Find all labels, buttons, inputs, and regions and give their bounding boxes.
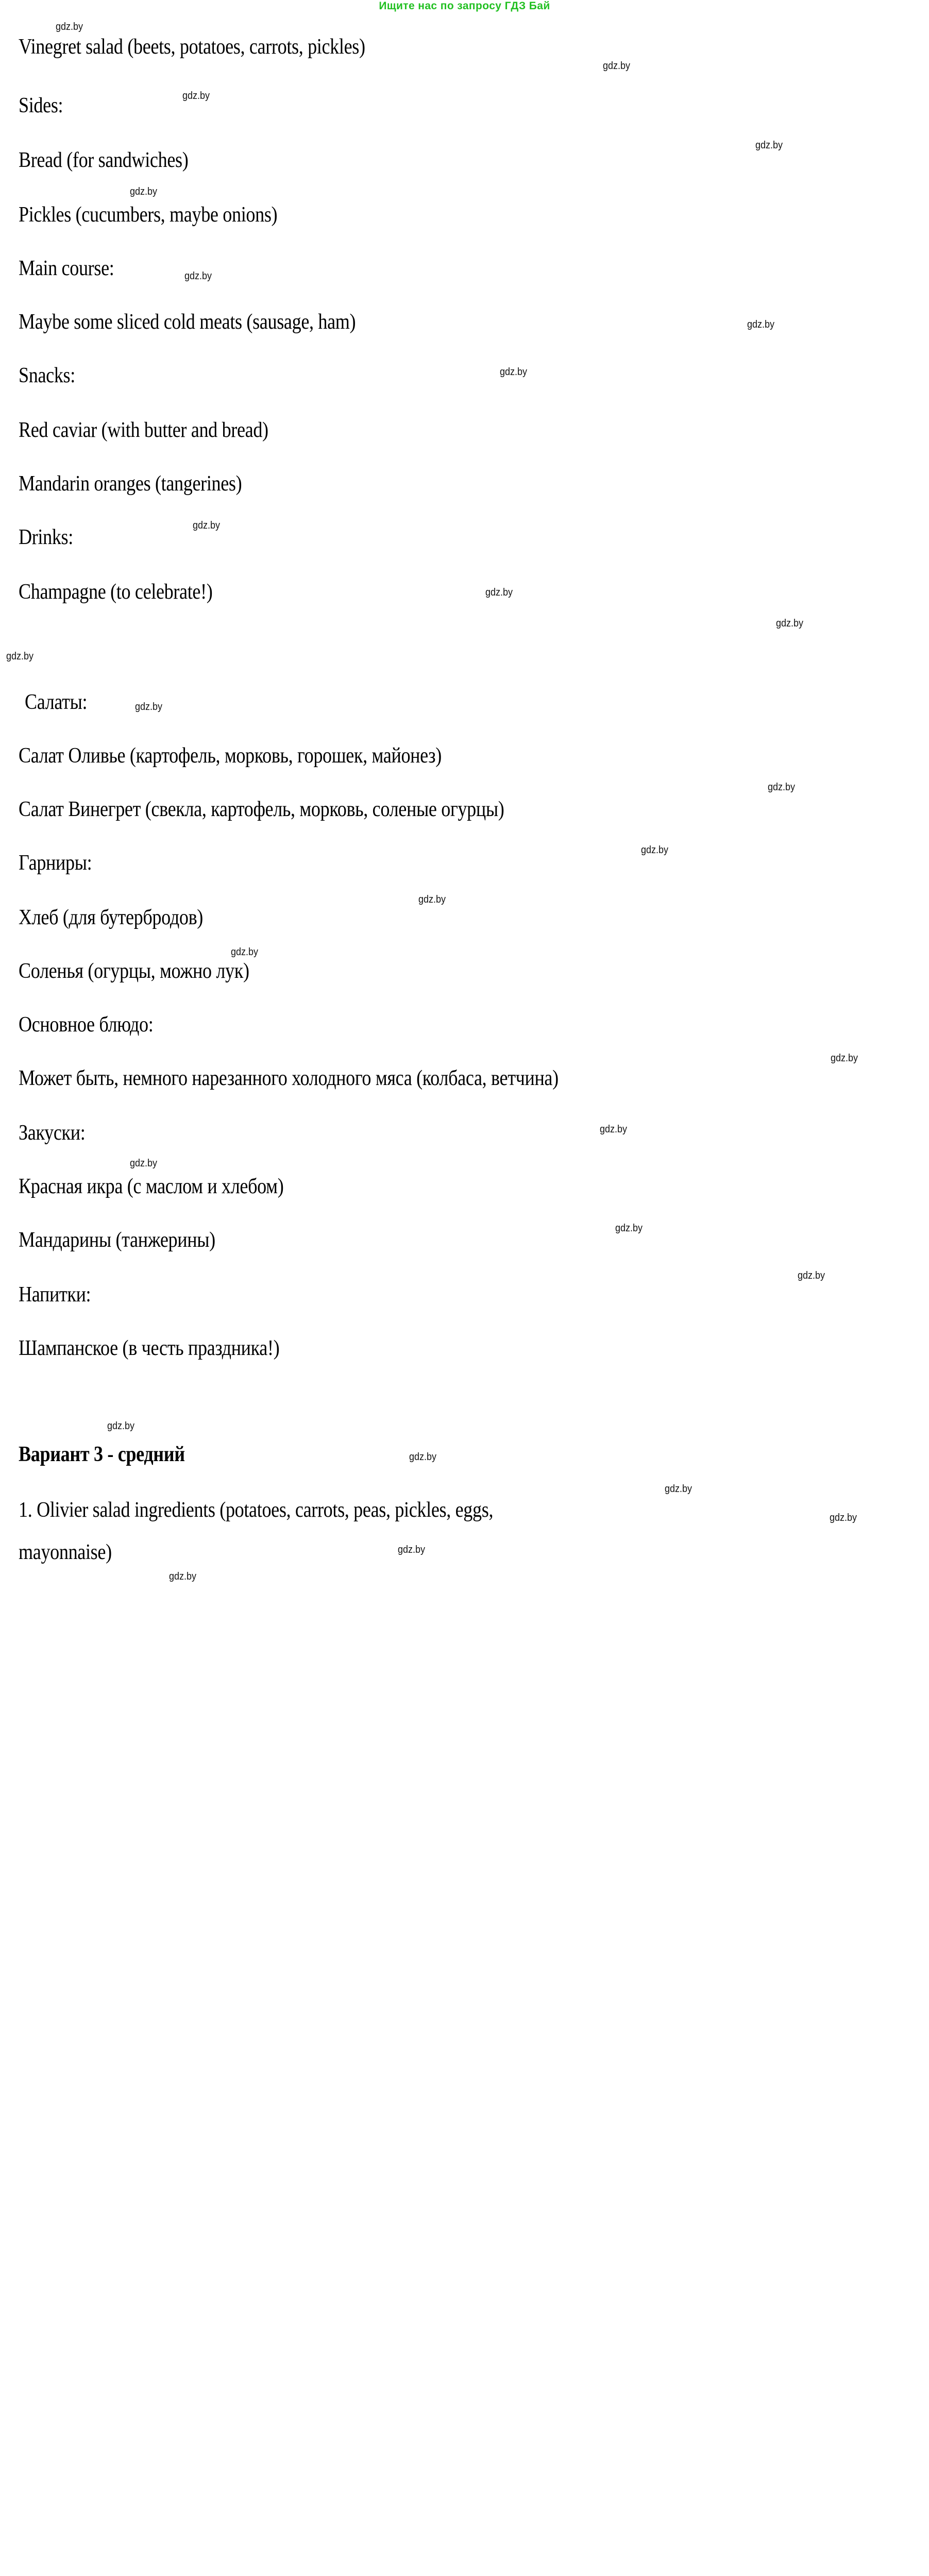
- watermark-gdz-by: gdz.by: [56, 22, 83, 33]
- watermark-gdz-by: gdz.by: [398, 1545, 426, 1556]
- text-line-krasnaya-ikra: Красная икра (с маслом и хлебом): [19, 1174, 284, 1198]
- promo-header: Ищите нас по запросу ГДЗ Бай: [379, 0, 550, 12]
- watermark-gdz-by: gdz.by: [182, 91, 210, 102]
- watermark-gdz-by: gdz.by: [135, 702, 163, 713]
- text-line-holodnoe-myaso: Может быть, немного нарезанного холодного мяса (колбаса, ветчина): [19, 1065, 559, 1090]
- watermark-gdz-by: gdz.by: [193, 520, 221, 532]
- heading-variant-3: Вариант 3 - средний: [19, 1442, 185, 1466]
- text-line-mayonnaise: mayonnaise): [19, 1539, 112, 1564]
- watermark-gdz-by: gdz.by: [641, 845, 669, 856]
- watermark-gdz-by: gdz.by: [107, 1421, 135, 1432]
- watermark-gdz-by: gdz.by: [184, 271, 212, 282]
- text-line-main-course: Main course:: [19, 256, 114, 280]
- watermark-gdz-by: gdz.by: [600, 1124, 628, 1136]
- text-line-drinks-heading: Drinks:: [19, 524, 73, 549]
- watermark-gdz-by: gdz.by: [830, 1513, 857, 1524]
- watermark-gdz-by: gdz.by: [755, 140, 783, 151]
- text-line-champagne: Champagne (to celebrate!): [19, 579, 213, 604]
- watermark-gdz-by: gdz.by: [603, 61, 631, 72]
- text-line-mandarin-oranges: Mandarin oranges (tangerines): [19, 471, 242, 496]
- text-line-hleb: Хлеб (для бутербродов): [19, 905, 203, 929]
- text-line-salaty-heading: Салаты:: [25, 689, 88, 714]
- text-line-red-caviar: Red caviar (with butter and bread): [19, 417, 268, 442]
- watermark-gdz-by: gdz.by: [6, 651, 34, 663]
- text-line-salat-olivie: Салат Оливье (картофель, морковь, горошек, майонез): [19, 743, 442, 768]
- watermark-gdz-by: gdz.by: [615, 1223, 643, 1234]
- watermark-gdz-by: gdz.by: [130, 187, 158, 198]
- watermark-gdz-by: gdz.by: [130, 1158, 158, 1170]
- watermark-gdz-by: gdz.by: [418, 894, 446, 906]
- text-line-olivier-ingredients: 1. Olivier salad ingredients (potatoes, carrots, peas, pickles, eggs,: [19, 1497, 494, 1522]
- watermark-gdz-by: gdz.by: [831, 1053, 858, 1064]
- text-line-bread: Bread (for sandwiches): [19, 147, 189, 172]
- text-line-mandariny: Мандарины (танжерины): [19, 1227, 215, 1252]
- watermark-gdz-by: gdz.by: [747, 319, 775, 331]
- text-line-osnovnoe-blyudo: Основное блюдо:: [19, 1012, 154, 1037]
- watermark-gdz-by: gdz.by: [231, 947, 259, 958]
- watermark-gdz-by: gdz.by: [169, 1571, 197, 1583]
- text-line-cold-meats: Maybe some sliced cold meats (sausage, ham): [19, 309, 356, 334]
- watermark-gdz-by: gdz.by: [665, 1484, 692, 1495]
- watermark-gdz-by: gdz.by: [768, 782, 796, 793]
- text-line-pickles: Pickles (cucumbers, maybe onions): [19, 202, 278, 227]
- text-line-garniry-heading: Гарниры:: [19, 850, 92, 875]
- text-line-solenya: Соленья (огурцы, можно лук): [19, 958, 249, 983]
- watermark-gdz-by: gdz.by: [798, 1270, 825, 1282]
- watermark-gdz-by: gdz.by: [409, 1452, 437, 1463]
- text-line-sides-heading: Sides:: [19, 93, 63, 117]
- watermark-gdz-by: gdz.by: [776, 618, 804, 630]
- watermark-gdz-by: gdz.by: [485, 587, 513, 599]
- text-line-napitki-heading: Напитки:: [19, 1282, 91, 1307]
- text-line-salat-vinegret: Салат Винегрет (свекла, картофель, морковь, соленые огурцы): [19, 796, 504, 821]
- text-line-vinegret-salad: Vinegret salad (beets, potatoes, carrots, pickles): [19, 34, 365, 59]
- text-line-shampanskoe: Шампанское (в честь праздника!): [19, 1335, 280, 1360]
- text-line-snacks-heading: Snacks:: [19, 363, 75, 387]
- watermark-gdz-by: gdz.by: [500, 367, 528, 378]
- text-line-zakuski-heading: Закуски:: [19, 1120, 86, 1145]
